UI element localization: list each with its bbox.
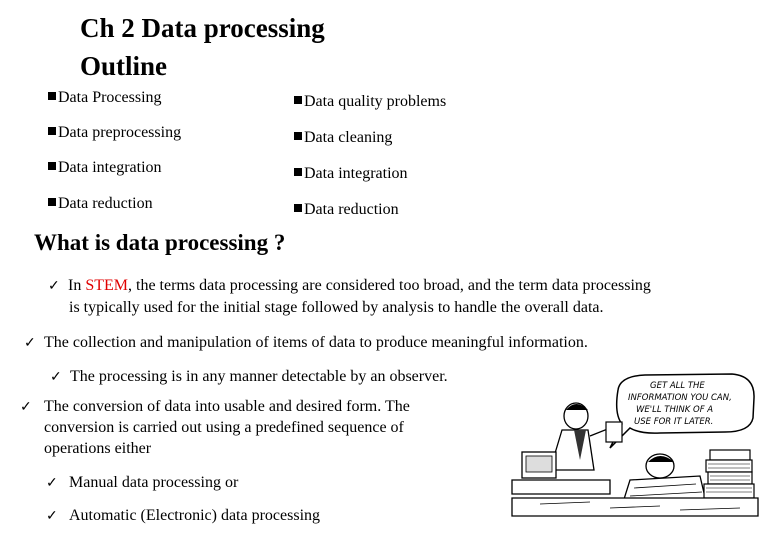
square-bullet-icon: [48, 127, 56, 135]
outline-title: Outline: [80, 51, 168, 81]
checkmark-icon: ✓: [50, 370, 62, 385]
outline-item: Data reduction: [294, 200, 399, 220]
outline-item: Data quality problems: [294, 92, 446, 112]
outline-item: Data Processing: [48, 88, 162, 108]
checkmark-icon: ✓: [46, 509, 58, 524]
square-bullet-icon: [294, 168, 302, 176]
outline-item: Data preprocessing: [48, 123, 181, 143]
square-bullet-icon: [48, 198, 56, 206]
square-bullet-icon: [294, 204, 302, 212]
bullet-conversion-line3: operations either: [44, 440, 152, 457]
cartoon-drawing: [510, 370, 760, 520]
square-bullet-icon: [48, 92, 56, 100]
bullet-manual: ✓ Manual data processing or: [46, 472, 346, 494]
checkmark-icon: ✓: [20, 400, 32, 415]
checkmark-icon: ✓: [24, 336, 36, 351]
stem-highlight: STEM: [85, 277, 128, 294]
outline-item: Data integration: [48, 158, 162, 178]
bullet-stem: ✓ In STEM, the terms data processing are considered too broad, and the term data processing: [48, 275, 763, 297]
checkmark-icon: ✓: [46, 476, 58, 491]
speech-line-1: GET ALL THE: [650, 381, 705, 391]
square-bullet-icon: [294, 132, 302, 140]
bullet-stem-line2: is typically used for the initial stage followed by analysis to handle the overall data.: [69, 299, 604, 316]
bullet-collection: ✓ The collection and manipulation of items of data to produce meaningful information.: [24, 332, 764, 354]
checkmark-icon: ✓: [48, 279, 60, 294]
page-title: Ch 2 Data processing: [80, 13, 325, 43]
square-bullet-icon: [294, 96, 302, 104]
cartoon-illustration: [510, 370, 760, 520]
speech-line-3: WE'LL THINK OF A: [636, 405, 714, 415]
square-bullet-icon: [48, 162, 56, 170]
outline-item: Data integration: [294, 164, 408, 184]
bullet-conversion: ✓ The conversion of data into usable and desired form. The: [20, 396, 500, 418]
outline-item: Data cleaning: [294, 128, 392, 148]
outline-item: Data reduction: [48, 194, 153, 214]
bullet-conversion-line2: conversion is carried out using a predefined sequence of: [44, 419, 404, 436]
bullet-observer: ✓ The processing is in any manner detectable by an observer.: [50, 366, 520, 388]
section-heading: What is data processing ?: [34, 230, 286, 255]
speech-line-4: USE FOR IT LATER.: [634, 417, 714, 427]
speech-line-2: INFORMATION YOU CAN,: [628, 393, 732, 403]
bullet-automatic: ✓ Automatic (Electronic) data processing: [46, 505, 406, 527]
